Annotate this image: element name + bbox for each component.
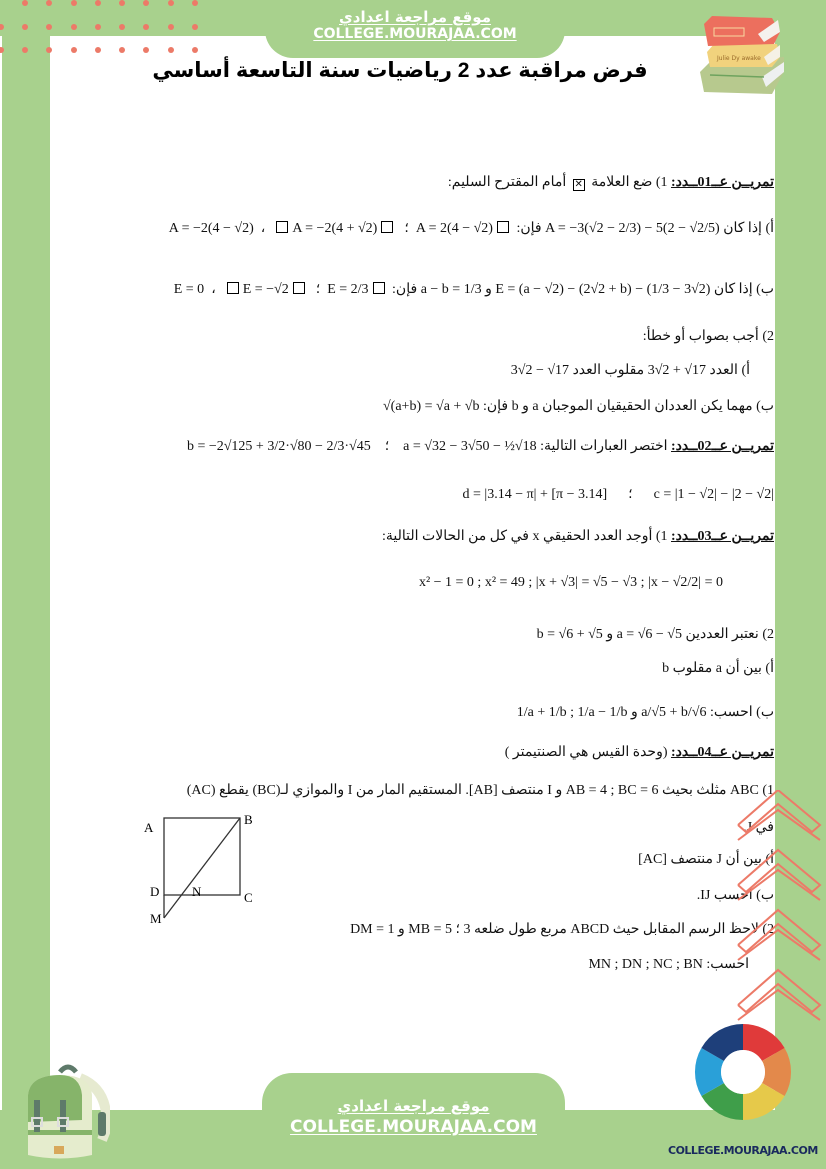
checked-box-icon: ✕	[574, 179, 583, 190]
header-site-url[interactable]: COLLEGE.MOURAJAA.COM	[313, 26, 517, 42]
point-label-d: D	[150, 884, 160, 899]
point-label-m: M	[150, 911, 162, 925]
checkbox-option-b1[interactable]	[373, 282, 385, 294]
site-logo-ring-icon	[693, 1022, 793, 1122]
checkbox-option-a1[interactable]	[497, 221, 509, 233]
exercise-1-heading: تمريــن عــ01ــدد:	[671, 175, 774, 190]
checkbox-option-a2[interactable]	[381, 221, 393, 233]
exercise-4-q1a: أ) بين أن J منتصف [AC]	[638, 852, 774, 867]
exercise-2-line-2: c = |1 − √2| − |2 − √2| ؛ d = |3.14 − π| + [π − 3.14]	[462, 487, 774, 502]
exercise-4-q2: 2) لاحظ الرسم المقابل حيث ABCD مربع طول ضلعه 3 ؛ MB = 5 و DM = 1	[350, 922, 774, 937]
footer-banner	[262, 1073, 565, 1169]
footer-logo-text[interactable]: COLLEGE.MOURAJAA.COM	[668, 1144, 818, 1157]
footer-site-url[interactable]: COLLEGE.MOURAJAA.COM	[290, 1117, 537, 1137]
exercise-2-heading: تمريــن عــ02ــدد:	[671, 439, 774, 454]
point-label-n: N	[192, 884, 202, 899]
exercise-1-q2: 2) أجب بصواب أو خطأ:	[642, 329, 774, 344]
exercise-1-part-a: أ) إذا كان A = −3(√2 − 2/3) − 5(2 − √2/5) فإن: A = 2(4 − √2) ؛ A = −2(4 − √2) ، A = −2(4 + √2)	[168, 221, 774, 236]
document-title: فرض مراقبة عدد 2 رياضيات سنة التاسعة أساسي	[152, 59, 648, 82]
exercise-1-part-b: ب) إذا كان E = (a − √2) − (2√2 + b) − (1/3 − 3√2) و a − b = 1/3 فإن: E = 2/3 ؛ E = 0 ، E = −√2	[173, 282, 774, 297]
exercise-3-equations: x² − 1 = 0 ; x² = 49 ; |x + √3| = √5 − √3 ; |x − √2/2| = 0	[418, 575, 723, 590]
chevron-up-decoration-icon	[732, 790, 826, 1040]
exercise-4-q2-calc: احسب: MN ; DN ; NC ; BN	[588, 957, 749, 972]
exercise-3-heading: تمريــن عــ03ــدد:	[671, 529, 774, 544]
exercise-4-heading-line: تمريــن عــ04ــدد: (وحدة القيس هي الصنتيمتر )	[504, 745, 774, 760]
exercise-3-q2b: ب) احسب: 1/a + 1/b ; 1/a − 1/b و a/√5 + b/√6	[516, 705, 774, 720]
exercise-4-q1-line-2: في J.	[743, 820, 774, 835]
header-site-name[interactable]: موقع مراجعة اعدادي	[339, 8, 491, 26]
exercise-1-q2a: أ) العدد 3√2 + √17 مقلوب العدد 3√2 − √17	[510, 363, 750, 378]
backpack-illustration-icon	[10, 1060, 110, 1165]
exercise-2-line-1: تمريــن عــ02ــدد: اختصر العبارات التالية: a = √32 − 3√50 − ½√18 ؛ b = −2√125 + 3/2·√80 − 2/3·√45	[186, 439, 774, 454]
checkbox-option-a3[interactable]	[276, 221, 288, 233]
square-figure	[130, 810, 270, 925]
point-label-c: C	[244, 890, 253, 905]
exercise-3-q2a: أ) بين أن a مقلوب b	[662, 661, 774, 676]
exercise-4-q1-line-1: 1) ABC مثلث بحيث AB = 4 ; BC = 6 و I منتصف [AB]. المستقيم المار من I والموازي لـ(BC) يقطع (AC)	[186, 783, 774, 798]
exercise-1-heading-line: تمريــن عــ01ــدد: 1) ضع العلامة ✕ أمام المقترح السليم:	[447, 175, 774, 190]
point-label-a: A	[144, 820, 154, 835]
svg-text:Julie Dy awake: Julie Dy awake	[717, 55, 761, 62]
frame-left-border	[2, 0, 50, 1169]
footer-site-name[interactable]: موقع مراجعة اعدادي	[337, 1097, 490, 1115]
point-label-b: B	[244, 812, 253, 827]
exercise-3-q2: 2) نعتبر العددين a = √6 − √5 و b = √6 + √5	[536, 627, 774, 642]
exercise-1-q2b: ب) مهما يكن العددان الحقيقيان الموجبان a و b فإن: √(a+b) = √a + √b	[383, 399, 774, 414]
exercise-4-heading: تمريــن عــ04ــدد:	[671, 745, 774, 760]
exercise-3-line-1: تمريــن عــ03ــدد: 1) أوجد العدد الحقيقي x في كل من الحالات التالية:	[382, 529, 774, 544]
checkbox-option-b2[interactable]	[293, 282, 305, 294]
checkbox-option-b3[interactable]	[227, 282, 239, 294]
document-body	[50, 36, 775, 1110]
exercise-4-q1b: ب) احسب IJ.	[696, 888, 774, 903]
